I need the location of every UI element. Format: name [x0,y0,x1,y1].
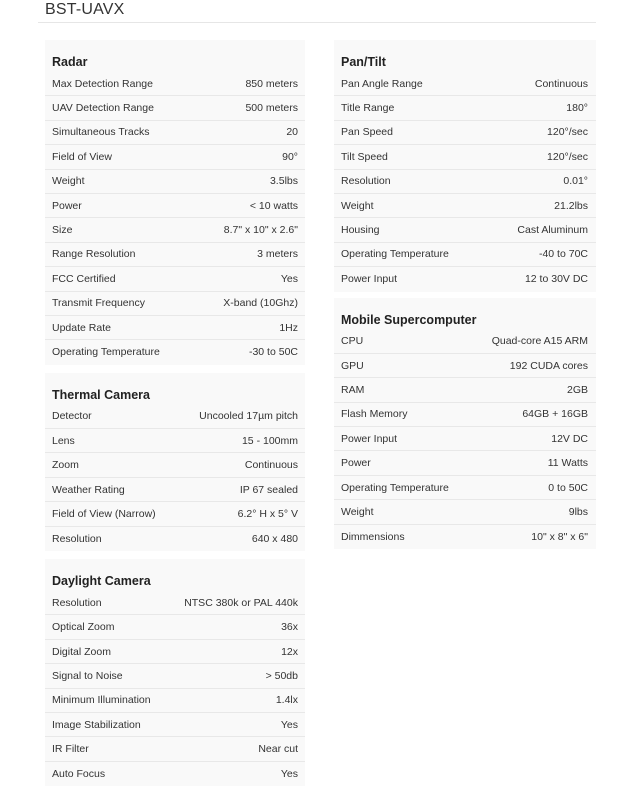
spec-label: Weather Rating [52,483,125,496]
spec-row [334,72,596,96]
spec-value: 192 CUDA cores [509,359,588,372]
spec-label: Operating Temperature [52,346,160,359]
spec-value: 3.5lbs [269,175,298,188]
spec-row [45,615,305,639]
spec-row [45,340,305,364]
spec-row [334,330,596,354]
thermal-camera-section [45,373,305,551]
spec-row [45,502,305,526]
spec-label: Pan Angle Range [341,77,423,90]
spec-label: Weight [52,175,85,188]
spec-value: Yes [280,718,298,731]
spec-row [45,194,305,218]
spec-label: Image Stabilization [52,718,141,731]
spec-label: Optical Zoom [52,621,115,634]
radar-section [45,40,305,365]
spec-row [45,527,305,551]
section-title: Radar [52,55,88,69]
spec-row [334,145,596,169]
spec-label: Size [52,224,73,237]
spec-value: 640 x 480 [251,532,298,545]
spec-label: Weight [341,199,374,212]
spec-label: Flash Memory [341,408,408,421]
spec-label: Operating Temperature [341,248,449,261]
spec-row [45,737,305,761]
title-divider [38,22,596,23]
spec-row [334,194,596,218]
spec-label: Power Input [341,432,398,445]
spec-row [45,689,305,713]
spec-label: CPU [341,335,364,348]
right-column [334,40,596,555]
section-title: Pan/Tilt [341,55,386,69]
spec-row [334,267,596,291]
spec-value: Continuous [534,77,588,90]
spec-value: 3 meters [257,248,298,261]
spec-value: Near cut [258,743,298,756]
spec-row [45,316,305,340]
spec-value: 6.2° H x 5° V [237,507,298,520]
spec-label: Max Detection Range [52,77,153,90]
spec-value: 15 - 100mm [241,434,298,447]
spec-row [45,96,305,120]
spec-value: Quad-core A15 ARM [491,335,588,348]
spec-row [45,713,305,737]
spec-label: Range Resolution [52,248,136,261]
spec-label: Resolution [52,596,102,609]
spec-row [45,292,305,316]
spec-list [45,72,305,365]
spec-row [45,640,305,664]
spec-value: 12x [281,645,298,658]
spec-label: IR Filter [52,743,89,756]
spec-row [45,664,305,688]
spec-value: IP 67 sealed [239,483,298,496]
spec-label: Power [341,457,371,470]
spec-value: 90° [282,150,298,163]
spec-label: Resolution [52,532,102,545]
spec-value: 120°/sec [547,126,588,139]
spec-value: 36x [281,621,298,634]
spec-label: RAM [341,383,365,396]
spec-value: Yes [280,767,298,780]
spec-label: Field of View (Narrow) [52,507,156,520]
spec-value: 120°/sec [547,150,588,163]
spec-label: Transmit Frequency [52,297,145,310]
spec-label: Auto Focus [52,767,106,780]
spec-label: Weight [341,505,374,518]
spec-row [334,96,596,120]
spec-label: Minimum Illumination [52,694,151,707]
spec-row [334,500,596,524]
spec-row [334,476,596,500]
spec-row [45,243,305,267]
spec-row [334,451,596,475]
spec-label: FCC Certified [52,272,116,285]
spec-label: Housing [341,224,380,237]
spec-row [45,478,305,502]
spec-row [334,378,596,402]
pan-tilt-section [334,40,596,292]
spec-row [45,591,305,615]
spec-label: Digital Zoom [52,645,111,658]
spec-value: -30 to 50C [248,346,298,359]
spec-label: Lens [52,434,75,447]
spec-row [45,405,305,429]
spec-label: Detector [52,410,92,423]
spec-label: GPU [341,359,364,372]
spec-label: Zoom [52,459,79,472]
spec-value: 10" x 8" x 6" [531,530,588,543]
spec-label: Signal to Noise [52,669,123,682]
spec-label: Simultaneous Tracks [52,126,150,139]
spec-row [45,170,305,194]
mobile-supercomputer-section [334,298,596,550]
section-title: Thermal Camera [52,387,150,402]
spec-row [45,453,305,477]
spec-value: 12V DC [551,432,588,445]
spec-value: Yes [280,272,298,285]
spec-value: Continuous [244,459,298,472]
daylight-camera-section [45,559,305,786]
spec-list [45,591,305,786]
spec-value: 20 [286,126,298,139]
spec-value: X-band (10Ghz) [223,297,298,310]
spec-list [45,405,305,551]
spec-value: 12 to 30V DC [524,273,588,286]
spec-row [45,429,305,453]
spec-row [45,72,305,96]
spec-value: 21.2lbs [554,199,588,212]
spec-row [45,218,305,242]
spec-row [334,525,596,549]
spec-value: 1.4lx [275,694,298,707]
spec-value: Cast Aluminum [517,224,588,237]
spec-row [334,403,596,427]
spec-row [334,243,596,267]
spec-value: 9lbs [568,505,588,518]
section-title: Daylight Camera [52,574,151,589]
left-column [45,40,305,794]
spec-list [334,72,596,292]
spec-label: Operating Temperature [341,481,449,494]
spec-value: -40 to 70C [538,248,588,261]
spec-value: Uncooled 17µm pitch [199,410,298,423]
spec-value: 2GB [566,383,588,396]
spec-value: 11 Watts [547,457,588,470]
spec-label: Power Input [341,273,398,286]
spec-row [334,218,596,242]
spec-row [45,762,305,786]
spec-label: Update Rate [52,321,111,334]
spec-label: Power [52,199,82,212]
spec-value: 1Hz [279,321,298,334]
spec-row [334,427,596,451]
spec-list [334,330,596,550]
spec-row [334,354,596,378]
spec-label: Dimmensions [341,530,405,543]
section-title: Mobile Supercomputer [341,312,477,327]
spec-value: 8.7" x 10" x 2.6" [223,224,298,237]
spec-label: Resolution [341,175,391,188]
spec-value: 64GB + 16GB [522,408,588,421]
spec-label: Field of View [52,150,112,163]
spec-row [334,121,596,145]
spec-label: Tilt Speed [341,150,388,163]
spec-row [45,267,305,291]
spec-value: 180° [566,102,588,115]
spec-value: > 50db [265,669,298,682]
spec-value: 500 meters [245,102,298,115]
spec-label: Pan Speed [341,126,393,139]
spec-value: 0 to 50C [548,481,588,494]
spec-value: NTSC 380k or PAL 440k [184,596,298,609]
spec-row [45,121,305,145]
spec-row [45,145,305,169]
spec-label: UAV Detection Range [52,102,154,115]
page-title: BST-UAVX [45,1,125,18]
spec-value: 850 meters [245,77,298,90]
spec-row [334,170,596,194]
spec-value: < 10 watts [249,199,298,212]
spec-label: Title Range [341,102,395,115]
spec-value: 0.01° [563,175,588,188]
